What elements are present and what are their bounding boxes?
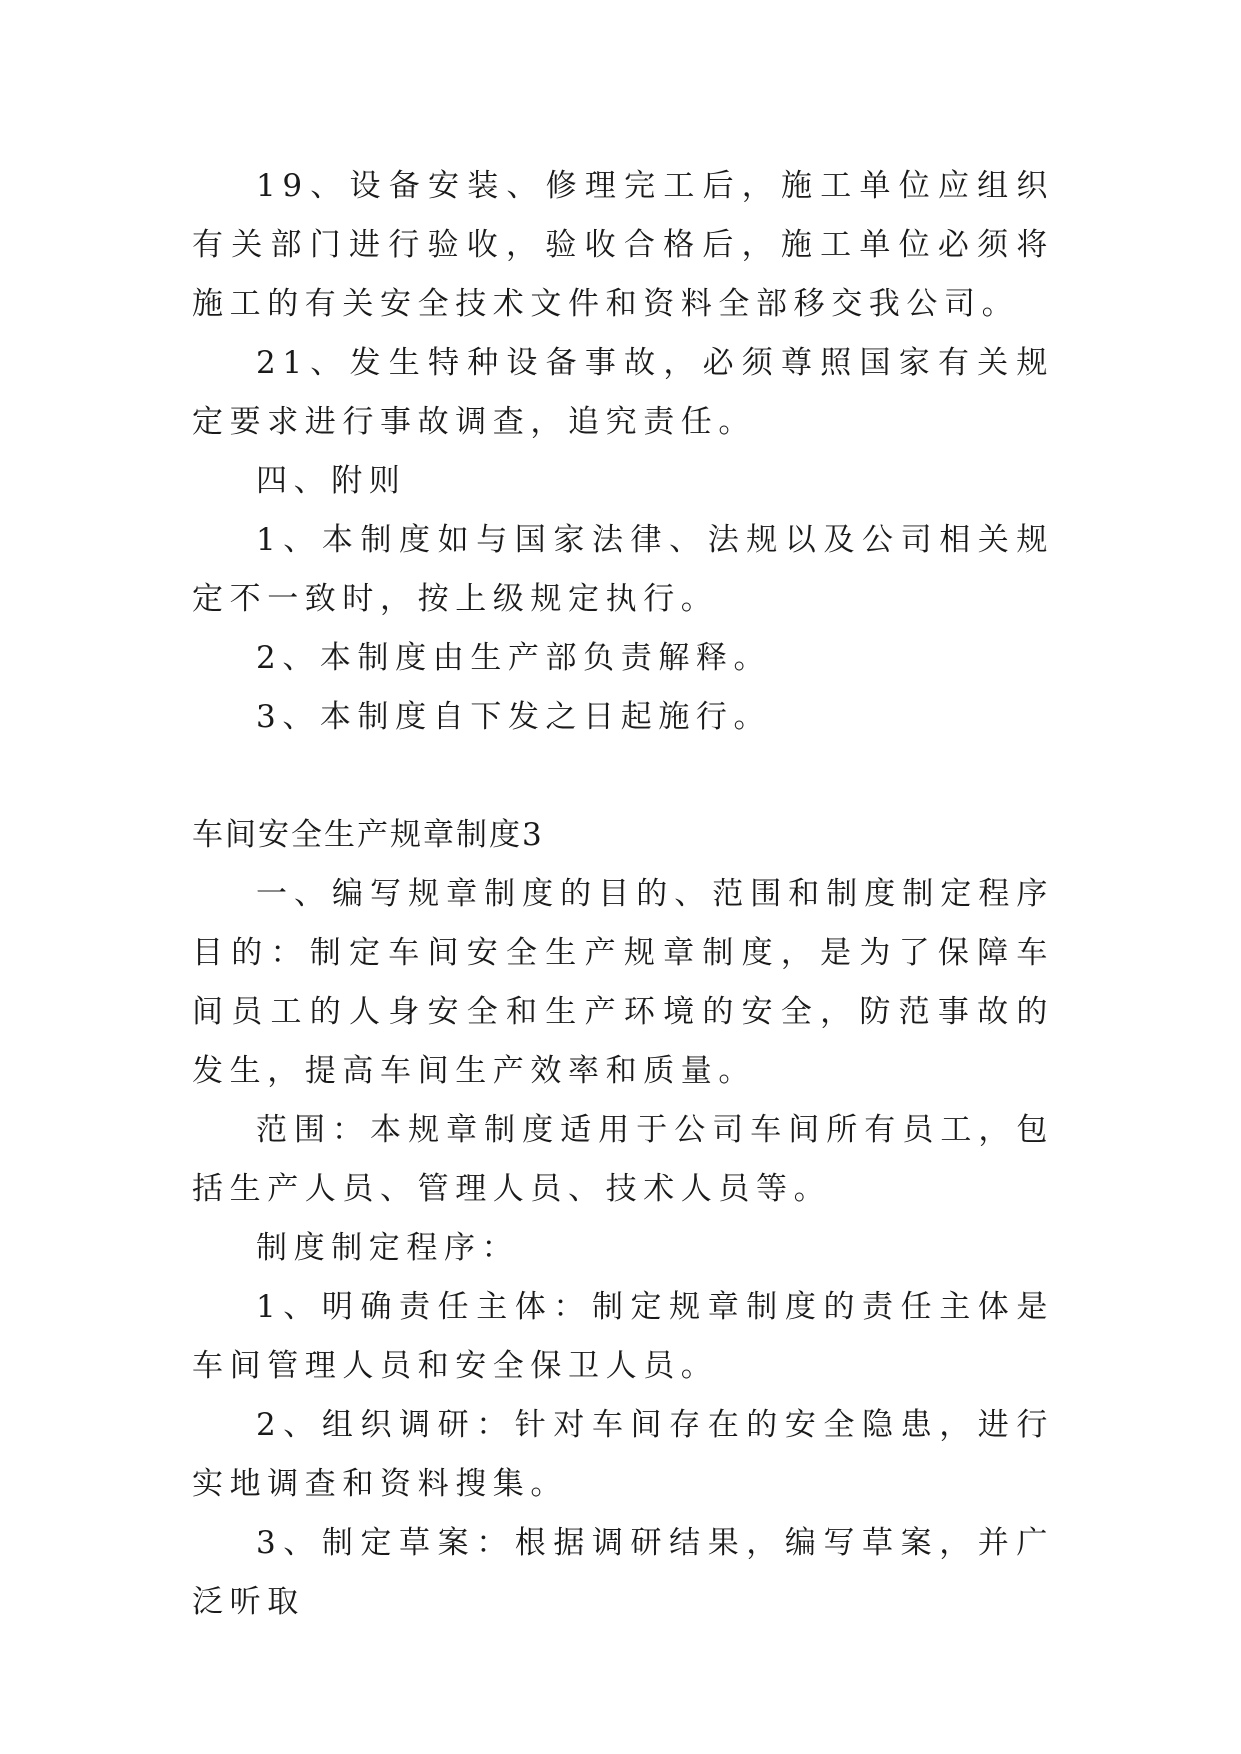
paragraph-item-19: 19、设备安装、修理完工后，施工单位应组织有关部门进行验收，验收合格后，施工单位必须将施工的有关安全技术文件和资料全部移交我公司。: [192, 168, 1054, 322]
paragraph-purpose: 一、编写规章制度的目的、范围和制度制定程序目的：制定车间安全生产规章制度，是为了保障车间员工的人身安全和生产环境的安全，防范事故的发生，提高车间生产效率和质量。: [192, 876, 1054, 1089]
section-title: 车间安全生产规章制度3: [192, 817, 544, 853]
paragraph-scope: 范围：本规章制度适用于公司车间所有员工，包括生产人员、管理人员、技术人员等。: [192, 1112, 1054, 1207]
paragraph-procedure-heading: 制度制定程序：: [256, 1230, 520, 1266]
paragraph-item-21: 21、发生特种设备事故，必须尊照国家有关规定要求进行事故调查，追究责任。: [192, 345, 1054, 440]
heading-appendix: 四、附则: [256, 463, 407, 499]
paragraph-appendix-2: 2、本制度由生产部负责解释。: [256, 640, 772, 676]
paragraph-procedure-2: 2、组织调研：针对车间存在的安全隐患，进行实地调查和资料搜集。: [192, 1407, 1054, 1502]
paragraph-appendix-1: 1、本制度如与国家法律、法规以及公司相关规定不一致时，按上级规定执行。: [192, 522, 1054, 617]
document-body: [192, 157, 1054, 1632]
section-spacer: [192, 747, 1054, 806]
paragraph-appendix-3: 3、本制度自下发之日起施行。: [256, 699, 772, 735]
paragraph-procedure-3: 3、制定草案：根据调研结果，编写草案，并广泛听取: [192, 1525, 1054, 1620]
paragraph-procedure-1: 1、明确责任主体：制定规章制度的责任主体是车间管理人员和安全保卫人员。: [192, 1289, 1054, 1384]
